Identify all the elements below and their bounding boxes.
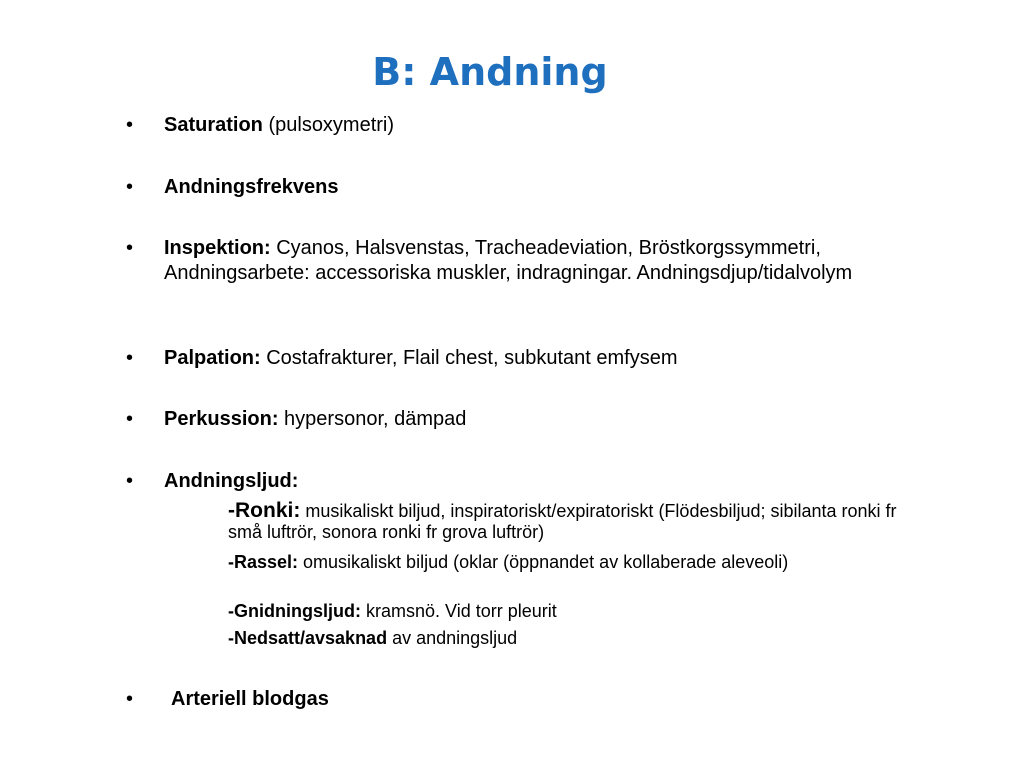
bullet-body: Costafrakturer, Flail chest, subkutant emfysem: [260, 347, 678, 369]
sub-item-ronki: [228, 500, 918, 543]
bullet-icon: •: [126, 347, 134, 369]
sub-item-heading: -Nedsatt/avsaknad: [228, 628, 388, 648]
sub-item-nedsatt: [228, 628, 918, 649]
sub-item-body: kramsnö. Vid torr pleurit: [360, 601, 557, 621]
sub-item-body: omusikaliskt biljud (oklar (öppnandet av kollaberade aleveoli): [298, 552, 789, 572]
bullet-heading: Andningsljud:: [164, 470, 299, 492]
bullet-heading: Palpation:: [164, 347, 261, 369]
bullet-text: [164, 113, 924, 138]
bullet-text: [164, 407, 924, 432]
sub-item-body: musikaliskt biljud, inspiratoriskt/expiratoriskt (Flödesbiljud; sibilanta ronki fr små luftrör, sonora ronki fr grova luftrör): [228, 501, 897, 542]
bullet-body: hypersonor, dämpad: [278, 408, 467, 430]
bullet-icon: •: [126, 237, 134, 259]
sub-item-body: av andningsljud: [387, 628, 518, 648]
sub-item-heading: -Rassel:: [228, 552, 299, 572]
bullet-text: [164, 236, 884, 286]
bullet-heading: Arteriell blodgas: [171, 688, 329, 710]
sub-item-heading: -Gnidningsljud:: [228, 601, 361, 621]
bullet-text: [164, 346, 924, 371]
bullet-heading: Inspektion:: [164, 237, 271, 259]
bullet-heading: Saturation: [164, 114, 263, 136]
bullet-text: [164, 469, 924, 494]
bullet-icon: •: [126, 176, 134, 198]
bullet-text: [164, 175, 924, 200]
bullet-heading: Perkussion:: [164, 408, 279, 430]
sub-item-gnidningsljud: [228, 601, 918, 622]
bullet-body: (pulsoxymetri): [262, 114, 395, 136]
bullet-text: [171, 687, 931, 712]
bullet-icon: •: [126, 408, 134, 430]
bullet-icon: •: [126, 688, 134, 710]
sub-item-rassel: [228, 552, 918, 573]
bullet-body: Cyanos, Halsvenstas, Tracheadeviation, Bröstkorgssymmetri, Andningsarbete: accessoriska muskler, indragningar. Andningsdjup/tidalvolym: [164, 237, 853, 284]
slide-title: B: Andning: [372, 50, 608, 94]
bullet-heading: Andningsfrekvens: [164, 176, 339, 198]
bullet-icon: •: [126, 114, 134, 136]
bullet-icon: •: [126, 470, 134, 492]
sub-item-heading: -Ronki:: [228, 499, 301, 522]
